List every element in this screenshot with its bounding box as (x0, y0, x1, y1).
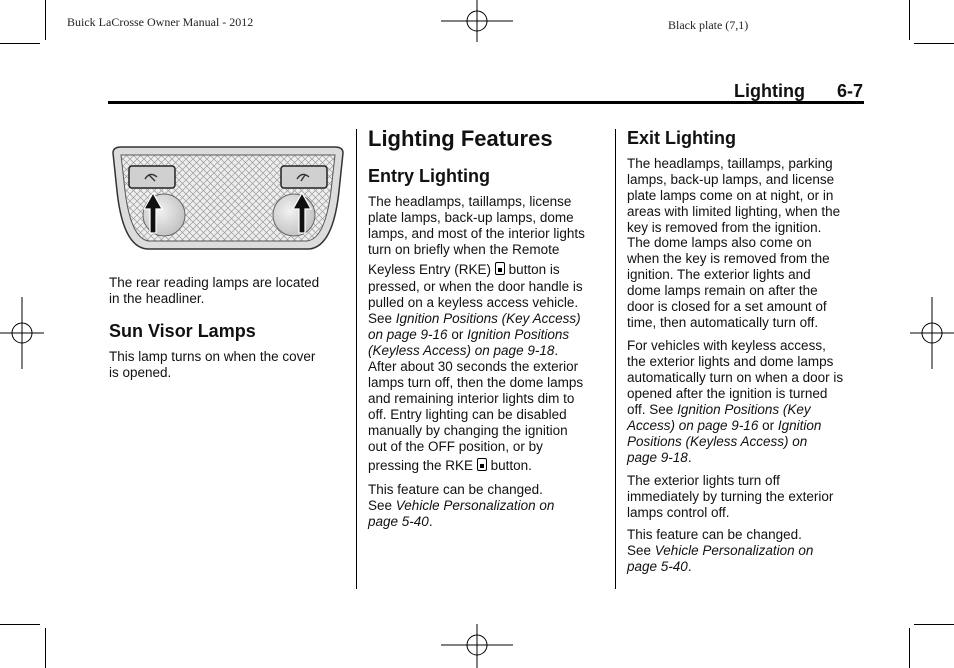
cross-reference-link[interactable]: on page 9-16 (368, 327, 448, 342)
exit-text: ignition. The exterior lights and (627, 267, 811, 282)
entry-text: pressed, or when the door handle is (368, 279, 583, 294)
caption-line: The rear reading lamps are located (109, 275, 320, 290)
entry-text: turn on briefly when the Remote (368, 242, 560, 257)
section-title: Lighting (734, 81, 805, 101)
exit-text: key is removed from the ignition. (627, 220, 822, 235)
entry-text (368, 343, 558, 359)
entry-text: out of the OFF position, or by (368, 439, 543, 454)
cross-reference-link[interactable]: page 5-40 (627, 559, 688, 574)
exit-text: The exterior lights turn off (627, 473, 780, 488)
exit-text: The headlamps, taillamps, parking (627, 156, 833, 171)
exit-text: immediately by turning the exterior (627, 489, 834, 504)
exit-text: lamps control off. (627, 505, 730, 520)
crop-mark (45, 0, 46, 40)
exit-text-fragment: . (687, 450, 692, 465)
exit-text: opened after the ignition is turned (627, 386, 828, 401)
page-number: 6-7 (837, 81, 864, 101)
exit-text (627, 450, 692, 466)
cross-reference-link[interactable]: (Keyless Access) on page 9-18 (368, 343, 555, 358)
sun-visor-text: This lamp turns on when the cover (109, 349, 316, 364)
entry-text-fragment: See (368, 311, 393, 326)
exit-text: areas with limited lighting, when the (627, 204, 841, 219)
crop-mark (45, 628, 46, 668)
cross-reference-link[interactable]: Positions (Keyless Access) on (627, 434, 808, 449)
exit-text (627, 402, 811, 418)
entry-text: plate lamps, back-up lamps, dome (368, 210, 574, 225)
exit-text: door is closed for a set amount of (627, 299, 827, 314)
header-rule (108, 101, 864, 104)
lock-icon (477, 458, 487, 471)
caption-line: in the headliner. (109, 291, 205, 306)
entry-text (368, 311, 581, 327)
entry-text: and remaining interior lights dim to (368, 391, 575, 406)
exit-text (627, 418, 821, 434)
entry-text-fragment: pressing the RKE (368, 458, 474, 473)
crop-mark (909, 0, 910, 40)
change-text (368, 498, 554, 514)
unlock-icon (495, 262, 505, 275)
cross-reference-link[interactable]: Ignition Positions (Key Access) (395, 311, 581, 326)
entry-text: The headlamps, taillamps, license (368, 194, 572, 209)
entry-text (368, 327, 569, 343)
registration-mark-right (910, 297, 954, 369)
entry-text: lamps turn off, then the dome lamps (368, 375, 584, 390)
crop-mark (0, 624, 40, 625)
cross-reference-link[interactable]: Vehicle Personalization on (395, 498, 555, 513)
crop-mark (909, 628, 910, 668)
sun-visor-text: is opened. (109, 365, 172, 380)
entry-lighting-heading: Entry Lighting (368, 166, 490, 186)
change-text: This feature can be changed. (627, 527, 802, 542)
change-text-fragment: . (687, 559, 692, 574)
entry-text: After about 30 seconds the exterior (368, 359, 579, 374)
lighting-features-title: Lighting Features (368, 126, 553, 151)
exit-text-fragment: or (762, 418, 775, 433)
entry-text (368, 458, 532, 474)
crop-mark (914, 43, 954, 44)
exit-text: dome lamps remain on after the (627, 283, 818, 298)
entry-text: pulled on a keyless access vehicle. (368, 295, 579, 310)
change-text-fragment: See (368, 498, 393, 513)
entry-text-fragment: button is (508, 262, 560, 277)
change-text (368, 514, 433, 530)
cross-reference-link[interactable]: Ignition Positions (467, 327, 570, 342)
exit-text-fragment: off. See (627, 402, 674, 417)
exit-lighting-heading: Exit Lighting (627, 128, 736, 148)
cross-reference-link[interactable]: Access) on page 9-16 (627, 418, 759, 433)
cross-reference-link[interactable]: Ignition (777, 418, 822, 433)
sun-visor-heading: Sun Visor Lamps (109, 321, 256, 341)
entry-text-fragment: button. (490, 458, 532, 473)
change-text (627, 543, 813, 559)
cross-reference-link[interactable]: page 9-18 (627, 450, 688, 465)
crop-mark (914, 624, 954, 625)
entry-text: lamps, and most of the interior lights (368, 226, 585, 241)
registration-mark-bottom (441, 624, 513, 668)
column-divider (356, 129, 357, 589)
crop-mark (0, 43, 40, 44)
entry-text: manually by changing the ignition (368, 423, 568, 438)
entry-text (368, 262, 560, 278)
exit-text: automatically turn on when a door is (627, 370, 844, 385)
change-text (627, 559, 692, 575)
overhead-reading-lamp-panel-illustration (109, 145, 347, 253)
registration-mark-top (441, 0, 513, 42)
exit-text: time, then automatically turn off. (627, 315, 819, 330)
exit-text: the exterior lights and dome lamps (627, 354, 834, 369)
exit-text: plate lamps come on at night, or in (627, 188, 834, 203)
print-header-left: Buick LaCrosse Owner Manual - 2012 (67, 15, 254, 29)
change-text-fragment: See (627, 543, 652, 558)
exit-text: when the key is removed from the (627, 251, 830, 266)
registration-mark-left (0, 297, 44, 369)
print-header-right: Black plate (7,1) (668, 18, 749, 32)
cross-reference-link[interactable]: Vehicle Personalization on (654, 543, 814, 558)
change-text: This feature can be changed. (368, 482, 543, 497)
exit-text: For vehicles with keyless access, (627, 338, 826, 353)
exit-text: The dome lamps also come on (627, 235, 812, 250)
entry-text-fragment: Keyless Entry (RKE) (368, 262, 492, 277)
column-divider (615, 129, 616, 589)
exit-text: lamps, back-up lamps, and license (627, 172, 835, 187)
change-text-fragment: . (428, 514, 433, 529)
entry-text: off. Entry lighting can be disabled (368, 407, 567, 422)
entry-text-fragment: . (554, 343, 559, 358)
cross-reference-link[interactable]: page 5-40 (368, 514, 429, 529)
entry-text-fragment: or (451, 327, 464, 342)
cross-reference-link[interactable]: Ignition Positions (Key (677, 402, 811, 417)
